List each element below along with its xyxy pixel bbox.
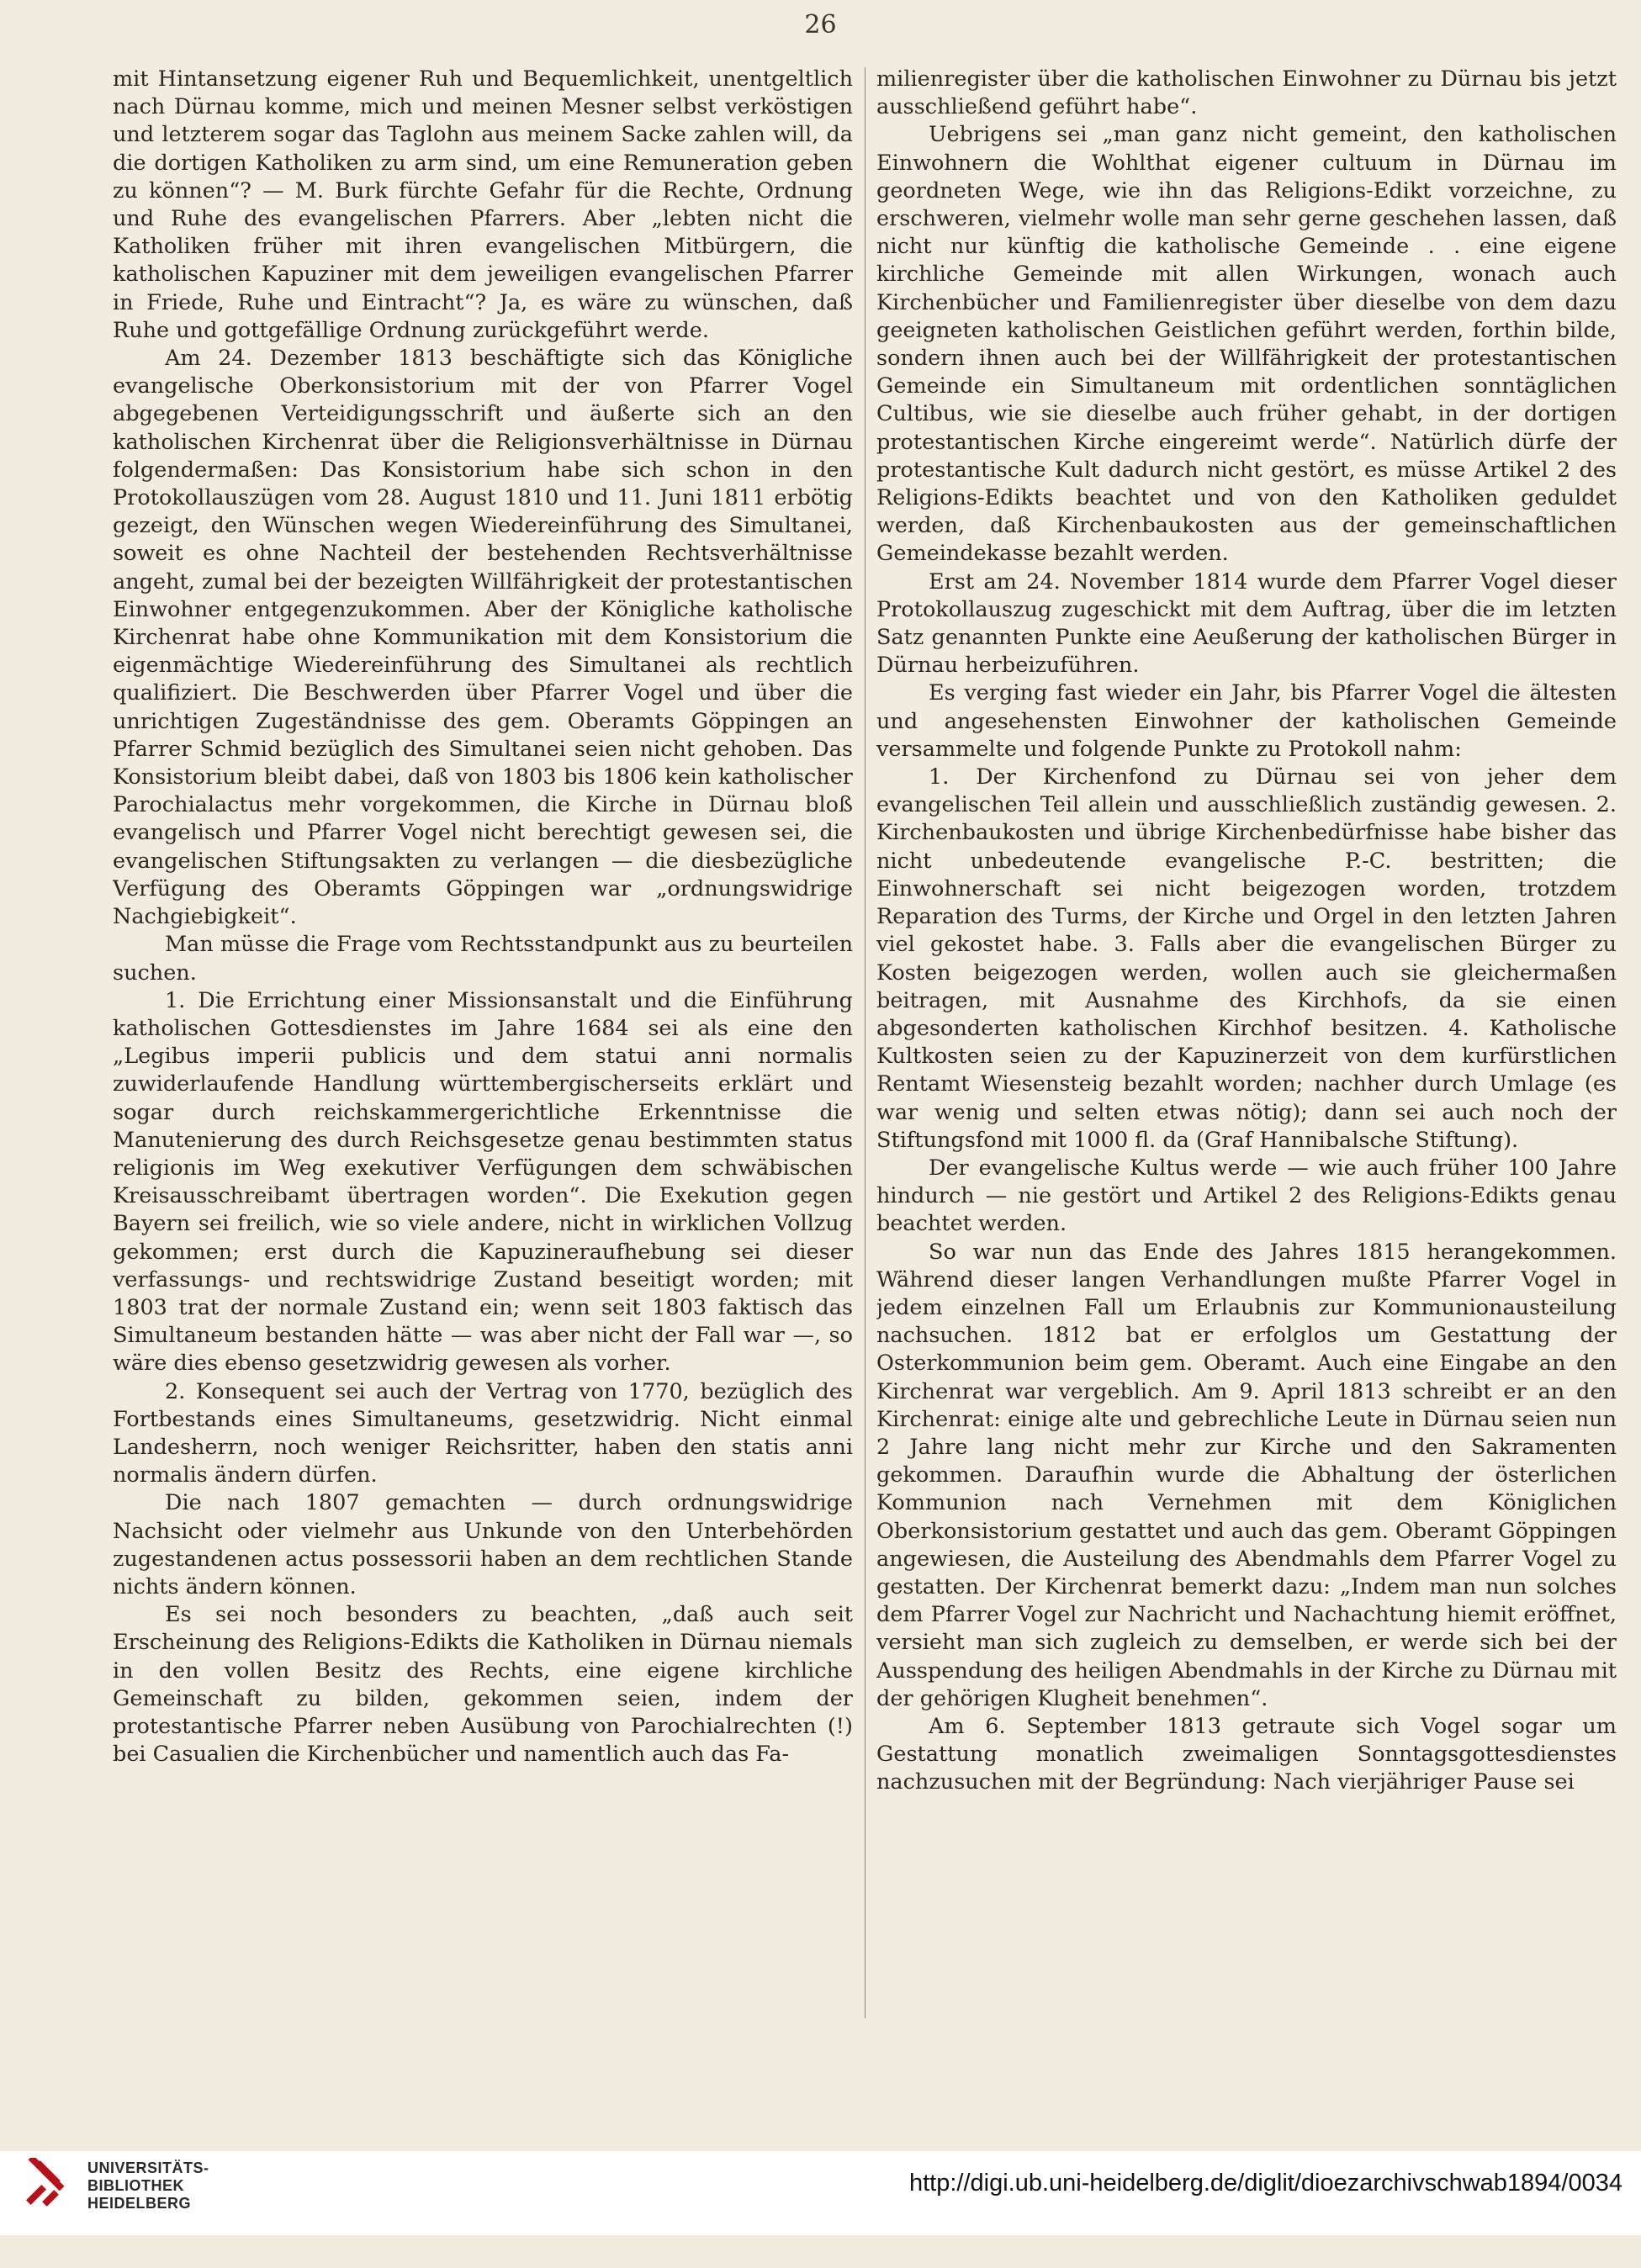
- right-paragraph-8: Am 6. September 1813 getraute sich Vogel sogar um Gestattung monatlich zweimaligen Sonntagsgottesdienstes nachzusuchen mit der Begründung: Nach vierjähriger Pause sei: [876, 1713, 1617, 1795]
- footer-bar: [0, 2151, 1641, 2235]
- library-name-line-1: UNIVERSITÄTS-: [87, 2160, 209, 2176]
- right-column: [876, 66, 1617, 2017]
- right-paragraph-4: Es verging fast wieder ein Jahr, bis Pfarrer Vogel die ältesten und angesehensten Einwohner der katholischen Gemeinde versammelte und folgende Punkte zu Protokoll nahm:: [876, 680, 1617, 762]
- left-paragraph-7: Es sei noch besonders zu beachten, „daß auch seit Erscheinung des Religions-Edikts die Katholiken in Dürnau niemals in den vollen Besitz des Rechts, eine eigene kirchliche Gemeinschaft zu bilden, gekommen seien, indem der protestantische Pfarrer neben Ausübung von Parochialrechten (!) bei Casualien die Kirchenbücher und namentlich auch das Fa-: [113, 1602, 853, 1768]
- left-column: [113, 66, 853, 2017]
- library-name-line-2: BIBLIOTHEK: [87, 2177, 184, 2194]
- right-paragraph-5: 1. Der Kirchenfond zu Dürnau sei von jeher dem evangelischen Teil allein und ausschließlich zuständig gewesen. 2. Kirchenbaukosten und übrige Kirchenbedürfnisse habe bisher das nicht unbedeutende evangelische P.-C. bestritten; die Einwohnerschaft sei nicht beigezogen worden, trotzdem Reparation des Turms, der Kirche und Orgel in den letzten Jahren viel gekostet habe. 3. Falls aber die evangelischen Bürger zu Kosten beigezogen werden, wollen auch sie gleichermaßen beitragen, mit Ausnahme des Kirchhofs, da sie einen abgesonderten katholischen Kirchhof besitzen. 4. Katholische Kultkosten seien zu der Kapuzinerzeit von dem kurfürstlichen Rentamt Wiesensteig bezahlt worden; nachher durch Umlage (es war wenig und selten etwas nötig); dann sei auch noch der Stiftungsfond mit 1000 fl. da (Graf Hannibalsche Stiftung).: [876, 764, 1617, 1153]
- right-paragraph-7: So war nun das Ende des Jahres 1815 herangekommen. Während dieser langen Verhandlungen mußte Pfarrer Vogel in jedem einzelnen Fall um Erlaubnis zur Kommunionausteilung nachsuchen. 1812 bat er erfolglos um Gestattung der Osterkommunion beim gem. Oberamt. Auch eine Eingabe an den Kirchenrat war vergeblich. Am 9. April 1813 schreibt er an den Kirchenrat: einige alte und gebrechliche Leute in Dürnau seien nun 2 Jahre lang nicht mehr zur Kirche und den Sakramenten gekommen. Daraufhin wurde die Abhaltung der österlichen Kommunion nach Vernehmen mit dem Königlichen Oberkonsistorium gestattet und auch das gem. Oberamt Göppingen angewiesen, die Austeilung des Abendmahls dem Pfarrer Vogel zu gestatten. Der Kirchenrat bemerkt dazu: „Indem man nun solches dem Pfarrer Vogel zur Nachricht und Nachachtung hiemit eröffnet, versieht man sich zugleich zu demselben, er werde sich bei der Ausspendung des heiligen Abendmahls in der Kirche zu Dürnau mit der gehörigen Klugheit benehmen“.: [876, 1239, 1617, 1711]
- right-paragraph-2: Uebrigens sei „man ganz nicht gemeint, den katholischen Einwohnern die Wohlthat eigener cultuum in Dürnau im geordneten Wege, wie ihn das Religions-Edikt vorzeichne, zu erschweren, vielmehr wolle man sehr gerne geschehen lassen, daß nicht nur künftig die katholische Gemeinde . . eine eigene kirchliche Gemeinde mit allen Wirkungen, wonach auch Kirchenbücher und Familienregister über dieselbe von dem dazu geeigneten katholischen Geistlichen geführt werden, forthin bilde, sondern ihnen auch bei der Willfährigkeit der protestantischen Gemeinde ein Simultaneum mit ordentlichen sonntäglichen Cultibus, wie sie dieselbe auch früher gehabt, in der dortigen protestantischen Kirche eingereimt werde“. Natürlich dürfe der protestantische Kult dadurch nicht gestört, es müsse Artikel 2 des Religions-Edikts beachtet und von den Katholiken geduldet werden, daß Kirchenbaukosten aus der gemeinschaftlichen Gemeindekasse bezahlt werden.: [876, 122, 1617, 567]
- left-paragraph-5: 2. Konsequent sei auch der Vertrag von 1770, bezüglich des Fortbestands eines Simultaneums, gesetzwidrig. Nicht einmal Landesherrn, noch weniger Reichsritter, haben den statis anni normalis ändern dürfen.: [113, 1378, 853, 1488]
- left-paragraph-1: mit Hintansetzung eigener Ruh und Bequemlichkeit, unentgeltlich nach Dürnau komme, mich und meinen Mesner selbst verköstigen und letzterem sogar das Taglohn aus meinem Sacke zahlen will, da die dortigen Katholiken zu arm sind, um eine Remuneration geben zu können“? — M. Burk fürchte Gefahr für die Rechte, Ordnung und Ruhe des evangelischen Pfarrers. Aber „lebten nicht die Katholiken früher mit ihren evangelischen Mitbürgern, die katholischen Kapuziner mit dem jeweiligen evangelischen Pfarrer in Friede, Ruhe und Eintracht“? Ja, es wäre zu wünschen, daß Ruhe und gottgefällige Ordnung zurückgeführt werde.: [113, 66, 853, 343]
- library-logo-icon: [22, 2158, 76, 2212]
- left-paragraph-3: Man müsse die Frage vom Rechtsstandpunkt aus zu beurteilen suchen.: [113, 932, 853, 986]
- left-paragraph-4: 1. Die Errichtung einer Missionsanstalt und die Einführung katholischen Gottesdienstes im Jahre 1684 sei als eine den „Legibus imperii publicis und dem statui anni normalis zuwiderlaufende Handlung württembergischerseits erklärt und sogar durch reichskammergerichtliche Erkenntnisse die Manutenierung des durch Reichsgesetze genau bestimmten status religionis im Weg exekutiver Verfügungen dem schwäbischen Kreisausschreibamt übertragen worden“. Die Exekution gegen Bayern sei freilich, wie so viele andere, nicht in wirklichen Vollzug gekommen; erst durch die Kapuzineraufhebung sei dieser verfassungs- und rechtswidrige Zustand beseitigt worden; mit 1803 trat der normale Zustand ein; wenn seit 1803 faktisch das Simultaneum bestanden hätte — was aber nicht der Fall war —, so wäre dies ebenso gesetzwidrig gewesen als vorher.: [113, 987, 853, 1377]
- library-name: [87, 2160, 209, 2212]
- page-number: 26: [804, 10, 837, 40]
- library-name-line-3: HEIDELBERG: [87, 2195, 192, 2212]
- left-paragraph-6: Die nach 1807 gemachten — durch ordnungswidrige Nachsicht oder vielmehr aus Unkunde von den Unterbehörden zugestandenen actus possessorii haben an dem rechtlichen Stande nichts ändern können.: [113, 1490, 853, 1599]
- left-paragraph-2: Am 24. Dezember 1813 beschäftigte sich das Königliche evangelische Oberkonsistorium mit der von Pfarrer Vogel abgegebenen Verteidigungsschrift und äußerte sich an den katholischen Kirchenrat über die Religionsverhältnisse in Dürnau folgendermaßen: Das Konsistorium habe sich schon in den Protokollauszügen vom 28. August 1810 und 11. Juni 1811 erbötig gezeigt, den Wünschen wegen Wiedereinführung des Simultanei, soweit es ohne Nachteil der bestehenden Rechtsverhältnisse angeht, zumal bei der bezeigten Willfährigkeit der protestantischen Einwohner entgegenzukommen. Aber der Königliche katholische Kirchenrat habe ohne Kommunikation mit dem Konsistorium die eigenmächtige Wiedereinführung des Simultanei als rechtlich qualifiziert. Die Beschwerden über Pfarrer Vogel und über die unrichtigen Zugeständnisse des gem. Oberamts Göppingen an Pfarrer Schmid bezüglich des Simultanei seien nicht gehoben. Das Konsistorium bleibt dabei, daß von 1803 bis 1806 kein katholischer Parochialactus mehr vorgekommen, die Kirche in Dürnau bloß evangelisch und Pfarrer Vogel nicht berechtigt gewesen sei, die evangelischen Stiftungsakten zu verlangen — die diesbezügliche Verfügung des Oberamts Göppingen war „ordnungswidrige Nachgiebigkeit“.: [113, 346, 853, 930]
- right-paragraph-1: milienregister über die katholischen Einwohner zu Dürnau bis jetzt ausschließend geführt habe“.: [876, 66, 1617, 120]
- source-url-link[interactable]: http://digi.ub.uni-heidelberg.de/diglit/dioezarchivschwab1894/0034: [908, 2170, 1622, 2197]
- right-paragraph-3: Erst am 24. November 1814 wurde dem Pfarrer Vogel dieser Protokollauszug zugeschickt mit dem Auftrag, über die im letzten Satz genannten Punkte eine Aeußerung der katholischen Bürger in Dürnau herbeizuführen.: [876, 568, 1617, 679]
- right-paragraph-6: Der evangelische Kultus werde — wie auch früher 100 Jahre hindurch — nie gestört und Artikel 2 des Religions-Edikts genau beachtet werden.: [876, 1155, 1617, 1237]
